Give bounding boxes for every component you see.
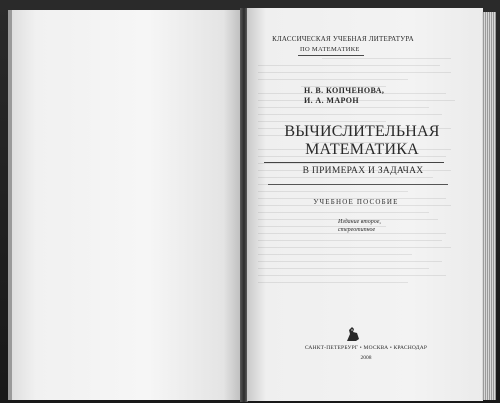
edition-line1: Издание второе, [338,219,381,225]
left-page-edge [8,10,12,400]
edition-line2: стереотипное [338,226,376,233]
left-page [8,10,242,400]
edition-note [338,219,381,234]
publisher-cities: САНКТ-ПЕТЕРБУРГ • МОСКВА • КРАСНОДАР [304,345,428,351]
publisher-logo-icon [344,325,362,343]
title-rule [264,162,444,163]
page-stack-edge [482,12,496,400]
book-title-line2: МАТЕМАТИКА [305,141,419,158]
book-title [262,123,462,159]
series-title-line1: КЛАССИЧЕСКАЯ УЧЕБНАЯ ЛИТЕРАТУРА [272,35,414,43]
author-2: И. А. МАРОН [304,95,360,105]
publication-year: 2008 [360,355,372,361]
book-kind: УЧЕБНОЕ ПОСОБИЕ [313,198,399,206]
series-rule [298,55,364,56]
authors [304,86,384,105]
book-subtitle: В ПРИМЕРАХ И ЗАДАЧАХ [302,166,424,176]
series-title-line2: ПО МАТЕМАТИКЕ [300,46,360,53]
subtitle-rule [268,184,448,185]
book-title-line1: ВЫЧИСЛИТЕЛЬНАЯ [284,123,440,140]
author-1: Н. В. КОПЧЕНОВА, [304,86,385,95]
